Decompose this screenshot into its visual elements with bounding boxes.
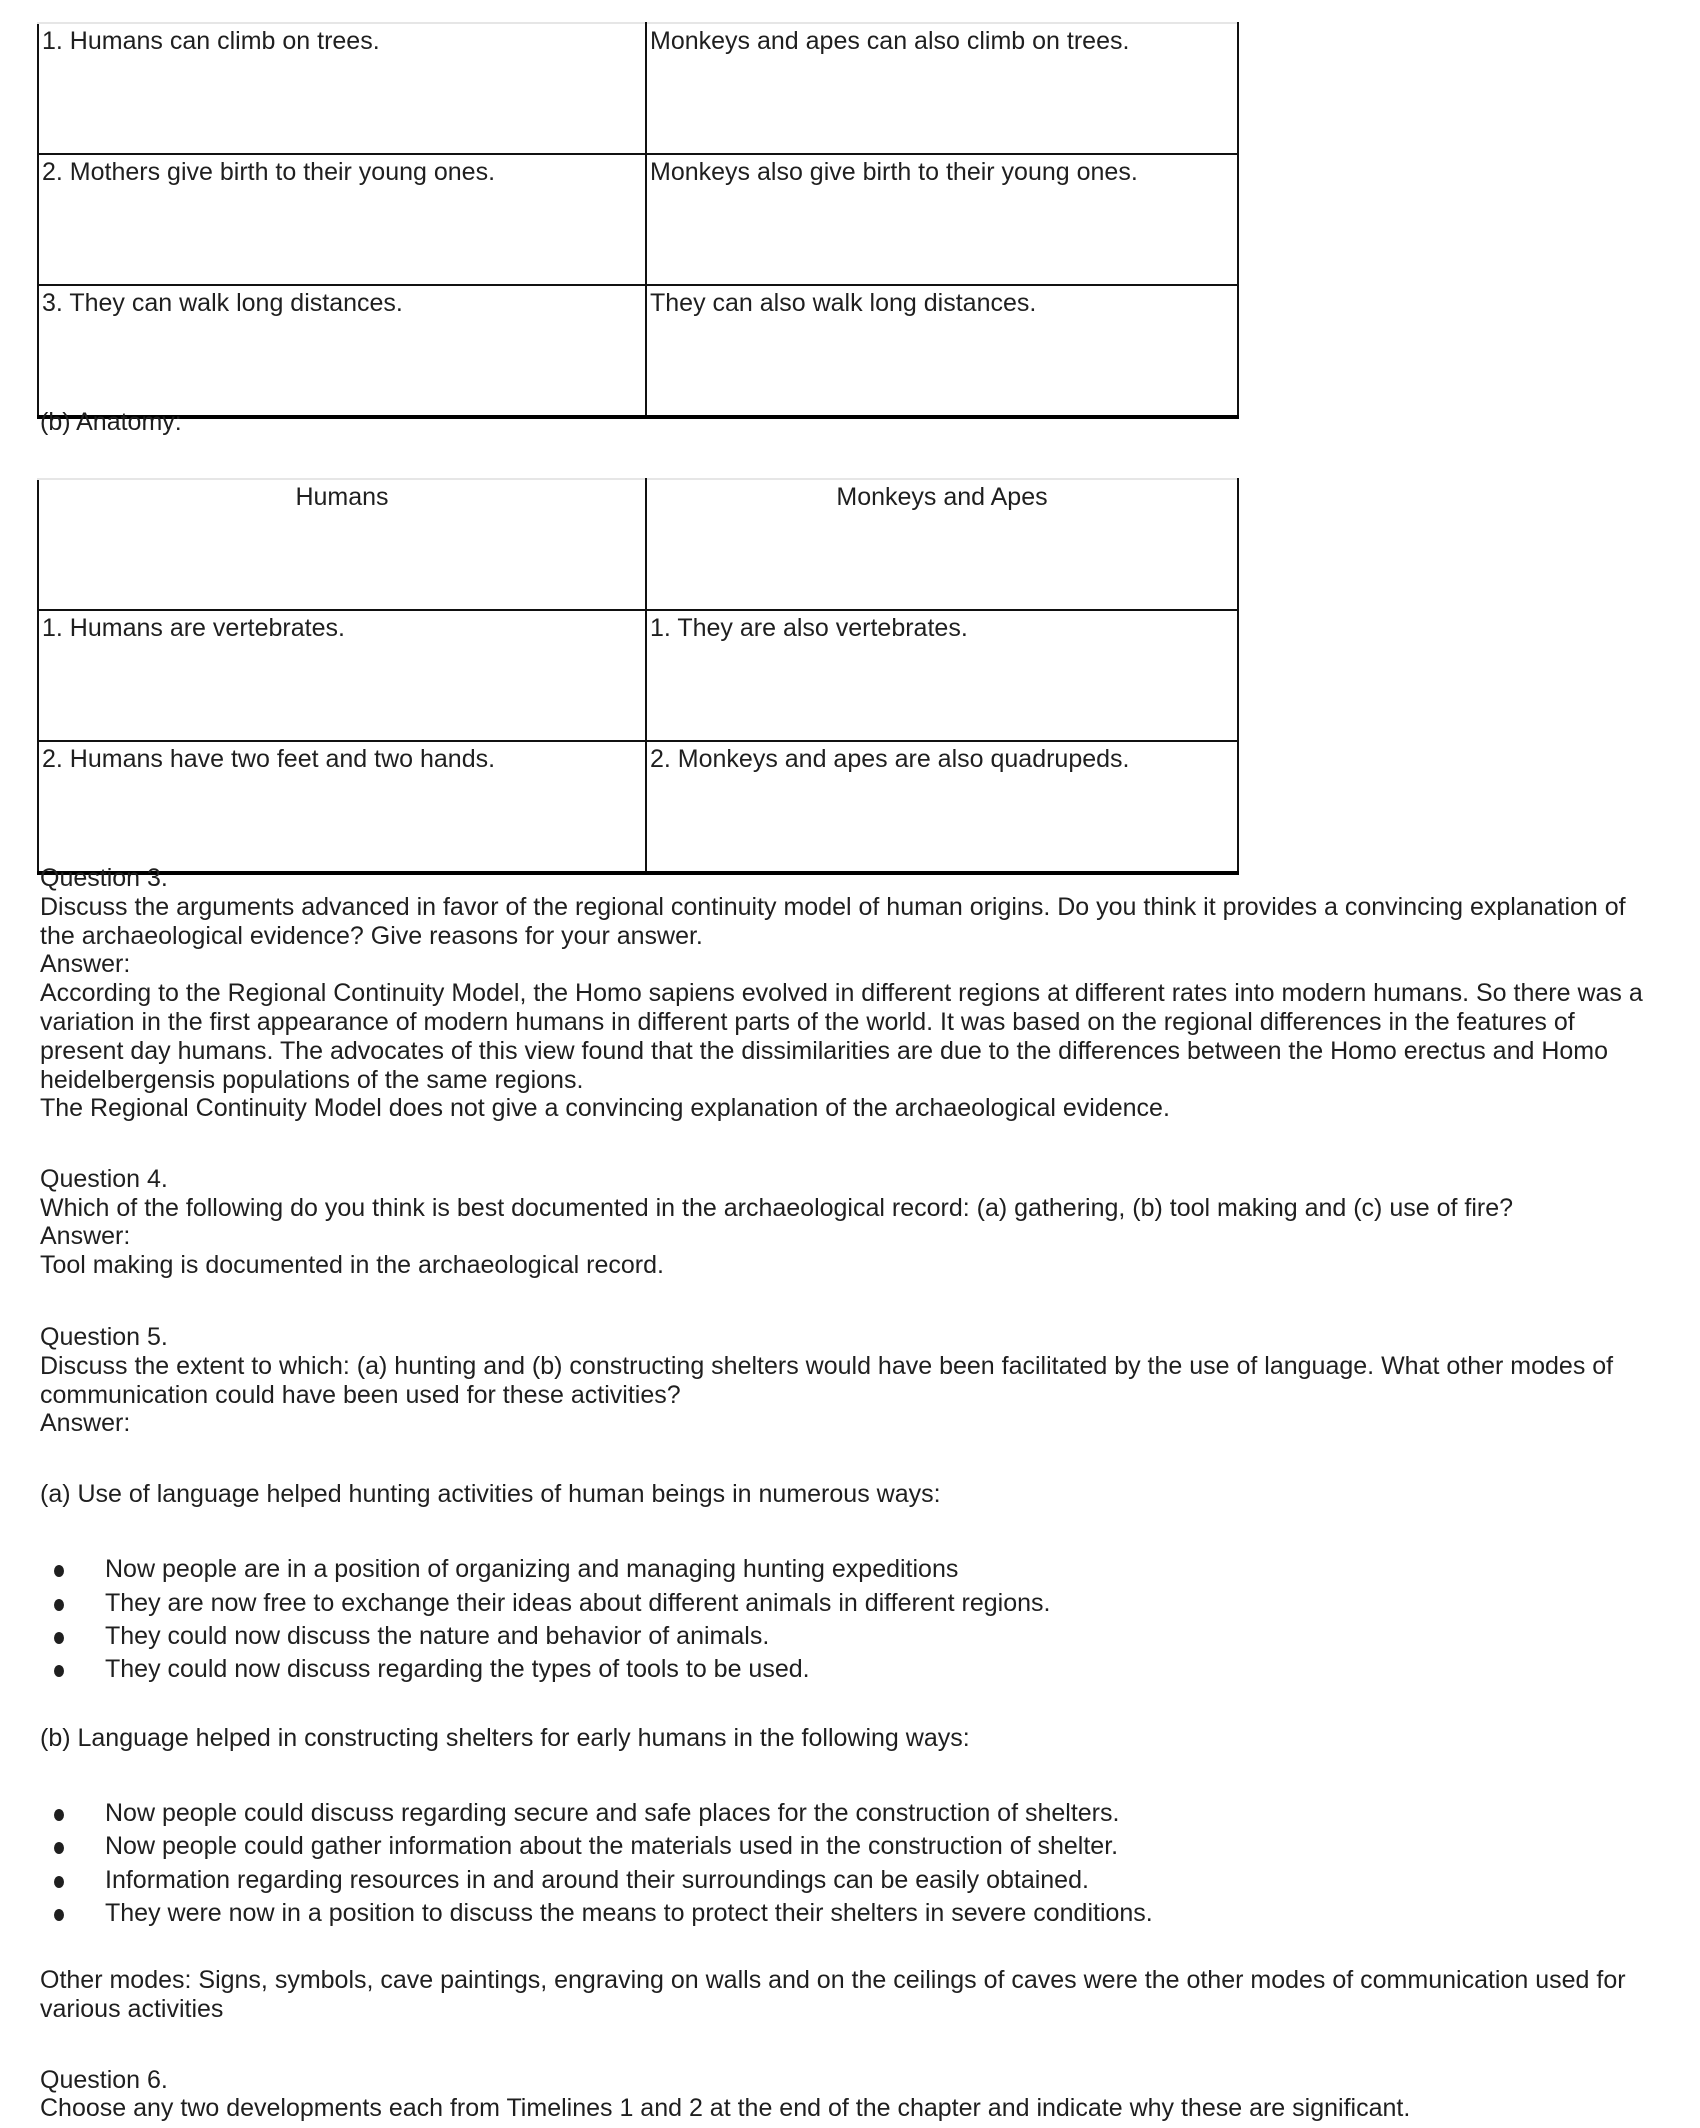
list-item-text: Now people could discuss regarding secure and safe places for the construction of shelters. xyxy=(105,1799,1120,1827)
table-cell: 1. Humans can climb on trees. xyxy=(38,23,646,154)
bullet-icon xyxy=(54,1842,64,1854)
answer-text: According to the Regional Continuity Model, the Homo sapiens evolved in different regions at different rates into modern humans. So there was a xyxy=(40,979,1643,1007)
column-header-humans: Humans xyxy=(38,479,646,610)
other-modes-text: Other modes: Signs, symbols, cave paintings, engraving on walls and on the ceilings of caves were the other modes of communication used for xyxy=(40,1966,1626,1994)
bullet-icon xyxy=(54,1876,64,1888)
question-text: communication could have been used for these activities? xyxy=(40,1381,681,1409)
bullet-icon xyxy=(54,1909,64,1921)
question-title: Question 4. xyxy=(40,1165,168,1193)
list-item-text: Now people are in a position of organizing and managing hunting expeditions xyxy=(105,1555,959,1583)
table-cell: 3. They can walk long distances. xyxy=(38,285,646,417)
answer-label: Answer: xyxy=(40,1409,131,1437)
question-text: Choose any two developments each from Timelines 1 and 2 at the end of the chapter and indicate why these are significant. xyxy=(40,2094,1411,2122)
table-cell: 1. They are also vertebrates. xyxy=(646,610,1238,741)
table-cell: Monkeys also give birth to their young ones. xyxy=(646,154,1238,285)
table-header-row xyxy=(38,479,1238,610)
list-item-text: Information regarding resources in and around their surroundings can be easily obtained. xyxy=(105,1866,1089,1894)
question-title: Question 6. xyxy=(40,2066,168,2094)
bullet-icon xyxy=(54,1632,64,1644)
table-row xyxy=(38,610,1238,741)
table-cell: 2. Mothers give birth to their young ones. xyxy=(38,154,646,285)
answer-label: Answer: xyxy=(40,950,131,978)
answer-text: Tool making is documented in the archaeological record. xyxy=(40,1251,664,1279)
part-b-heading: (b) Language helped in constructing shelters for early humans in the following ways: xyxy=(40,1724,970,1752)
question-title: Question 5. xyxy=(40,1323,168,1351)
question-title: Question 3. xyxy=(40,864,168,892)
list-item-text: Now people could gather information about the materials used in the construction of shelter. xyxy=(105,1832,1119,1860)
table-row xyxy=(38,285,1238,417)
answer-text: variation in the first appearance of modern humans in different parts of the world. It was based on the regional differences in the features of xyxy=(40,1008,1575,1036)
list-item-text: They are now free to exchange their ideas about different animals in different regions. xyxy=(105,1589,1051,1617)
part-a-heading: (a) Use of language helped hunting activities of human beings in numerous ways: xyxy=(40,1480,941,1508)
table-cell: Monkeys and apes can also climb on trees. xyxy=(646,23,1238,154)
table-cell: They can also walk long distances. xyxy=(646,285,1238,417)
answer-text: present day humans. The advocates of this view found that the dissimilarities are due to the differences between the Homo erectus and Homo xyxy=(40,1037,1609,1065)
behaviour-comparison-table xyxy=(37,22,1239,419)
question-text: Discuss the extent to which: (a) hunting and (b) constructing shelters would have been facilitated by the use of language. What other modes of xyxy=(40,1352,1614,1380)
bullet-icon xyxy=(54,1565,64,1577)
table-cell: 2. Monkeys and apes are also quadrupeds. xyxy=(646,741,1238,873)
anatomy-comparison-table xyxy=(37,478,1239,875)
table-cell: 1. Humans are vertebrates. xyxy=(38,610,646,741)
list-item-text: They could now discuss regarding the types of tools to be used. xyxy=(105,1655,810,1683)
table-row xyxy=(38,23,1238,154)
question-text: Discuss the arguments advanced in favor of the regional continuity model of human origins. Do you think it provides a convincing explanation of xyxy=(40,893,1626,921)
table-row xyxy=(38,741,1238,873)
list-item-text: They could now discuss the nature and behavior of animals. xyxy=(105,1622,770,1650)
question-text: Which of the following do you think is best documented in the archaeological record: (a) gathering, (b) tool making and (c) use of fire? xyxy=(40,1194,1514,1222)
question-text: the archaeological evidence? Give reasons for your answer. xyxy=(40,922,703,950)
list-item-text: They were now in a position to discuss the means to protect their shelters in severe conditions. xyxy=(105,1899,1153,1927)
answer-text: heidelbergensis populations of the same regions. xyxy=(40,1066,584,1094)
table-cell: 2. Humans have two feet and two hands. xyxy=(38,741,646,873)
anatomy-label: (b) Anatomy: xyxy=(40,408,182,436)
answer-text: The Regional Continuity Model does not give a convincing explanation of the archaeological evidence. xyxy=(40,1094,1170,1122)
bullet-icon xyxy=(54,1809,64,1821)
answer-label: Answer: xyxy=(40,1222,131,1250)
bullet-icon xyxy=(54,1665,64,1677)
table-row xyxy=(38,154,1238,285)
other-modes-text: various activities xyxy=(40,1995,224,2023)
column-header-monkeys-apes: Monkeys and Apes xyxy=(646,479,1238,610)
bullet-icon xyxy=(54,1599,64,1611)
